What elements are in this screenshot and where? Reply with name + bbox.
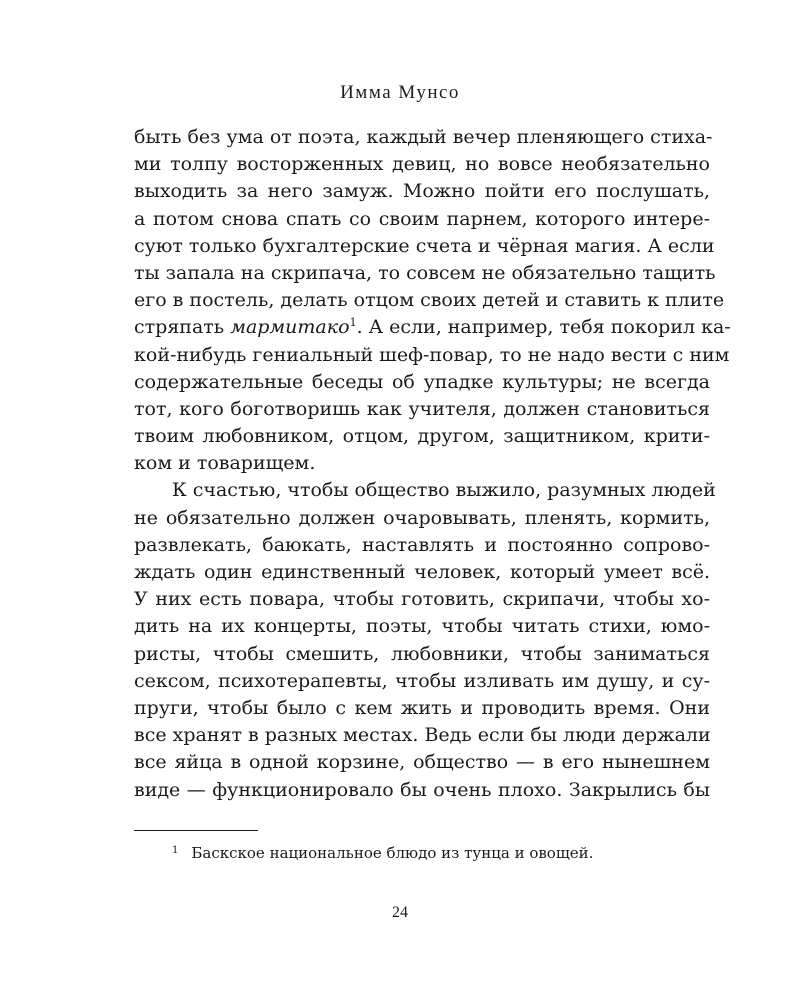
text-line: содержательные беседы об упадке культуры; не всегда bbox=[134, 370, 710, 393]
text-line: все яйца в одной корзине, общество — в его нынешнем bbox=[134, 751, 710, 774]
text-line: кой-нибудь гениальный шеф-повар, то не надо вести с ним bbox=[134, 343, 730, 366]
text-line: быть без ума от поэта, каждый вечер пленяющего стиха- bbox=[134, 126, 713, 148]
text-line: сексом, психотерапевты, чтобы изливать им душу, и су- bbox=[134, 669, 710, 692]
text-line: ты запала на скрипача, то совсем не обязательно тащить bbox=[134, 261, 716, 284]
footnote bbox=[172, 844, 593, 862]
text-line: а потом снова спать со своим парнем, которого интере- bbox=[134, 207, 710, 230]
page-number: 24 bbox=[392, 904, 408, 921]
text-line: виде — функционировало бы очень плохо. Закрылись бы bbox=[134, 778, 710, 801]
text-line: ристы, чтобы смешить, любовники, чтобы заниматься bbox=[134, 642, 710, 665]
text-line: ждать один единственный человек, который умеет всё. bbox=[134, 561, 710, 583]
text-line: суют только бухгалтерские счета и чёрная магия. А если bbox=[134, 234, 715, 257]
text-line: У них есть повара, чтобы готовить, скрипачи, чтобы хо- bbox=[134, 588, 710, 611]
text-line-paragraph-start: К счастью, чтобы общество выжило, разумных людей bbox=[172, 479, 716, 502]
text-line: не обязательно должен очаровывать, пленять, кормить, bbox=[134, 506, 710, 529]
text-line: пруги, чтобы было с кем жить и проводить время. Они bbox=[134, 696, 710, 719]
text-fragment: . А если, например, тебя покорил ка- bbox=[356, 316, 731, 339]
text-line: выходить за него замуж. Можно пойти его послушать, bbox=[134, 180, 710, 203]
text-line: развлекать, баюкать, наставлять и постоянно сопрово- bbox=[134, 533, 710, 556]
text-line: дить на их концерты, поэты, чтобы читать стихи, юмо- bbox=[134, 615, 710, 638]
body-text bbox=[134, 124, 731, 804]
text-line: ми толпу восторженных девиц, но вовсе необязательно bbox=[134, 153, 710, 176]
text-line: все хранят в разных местах. Ведь если бы люди держали bbox=[134, 724, 711, 747]
footnote-divider bbox=[134, 830, 258, 831]
text-line-with-footnote-ref bbox=[134, 314, 731, 341]
text-line: тот, кого боготворишь как учителя, должен становиться bbox=[134, 397, 710, 420]
footnote-text: Баскское национальное блюдо из тунца и овощей. bbox=[191, 844, 594, 862]
running-head: Имма Мунсо bbox=[340, 82, 460, 103]
footnote-marker: 1 bbox=[172, 845, 179, 856]
italic-term: мармитако bbox=[230, 316, 350, 339]
footnote-reference[interactable]: 1 bbox=[349, 316, 357, 330]
text-line: твоим любовником, отцом, другом, защитником, крити- bbox=[134, 425, 710, 448]
text-fragment: стряпать bbox=[134, 316, 231, 339]
text-line: его в постель, делать отцом своих детей и ставить к плите bbox=[134, 289, 725, 312]
text-line-paragraph-end: ком и товарищем. bbox=[134, 452, 316, 475]
